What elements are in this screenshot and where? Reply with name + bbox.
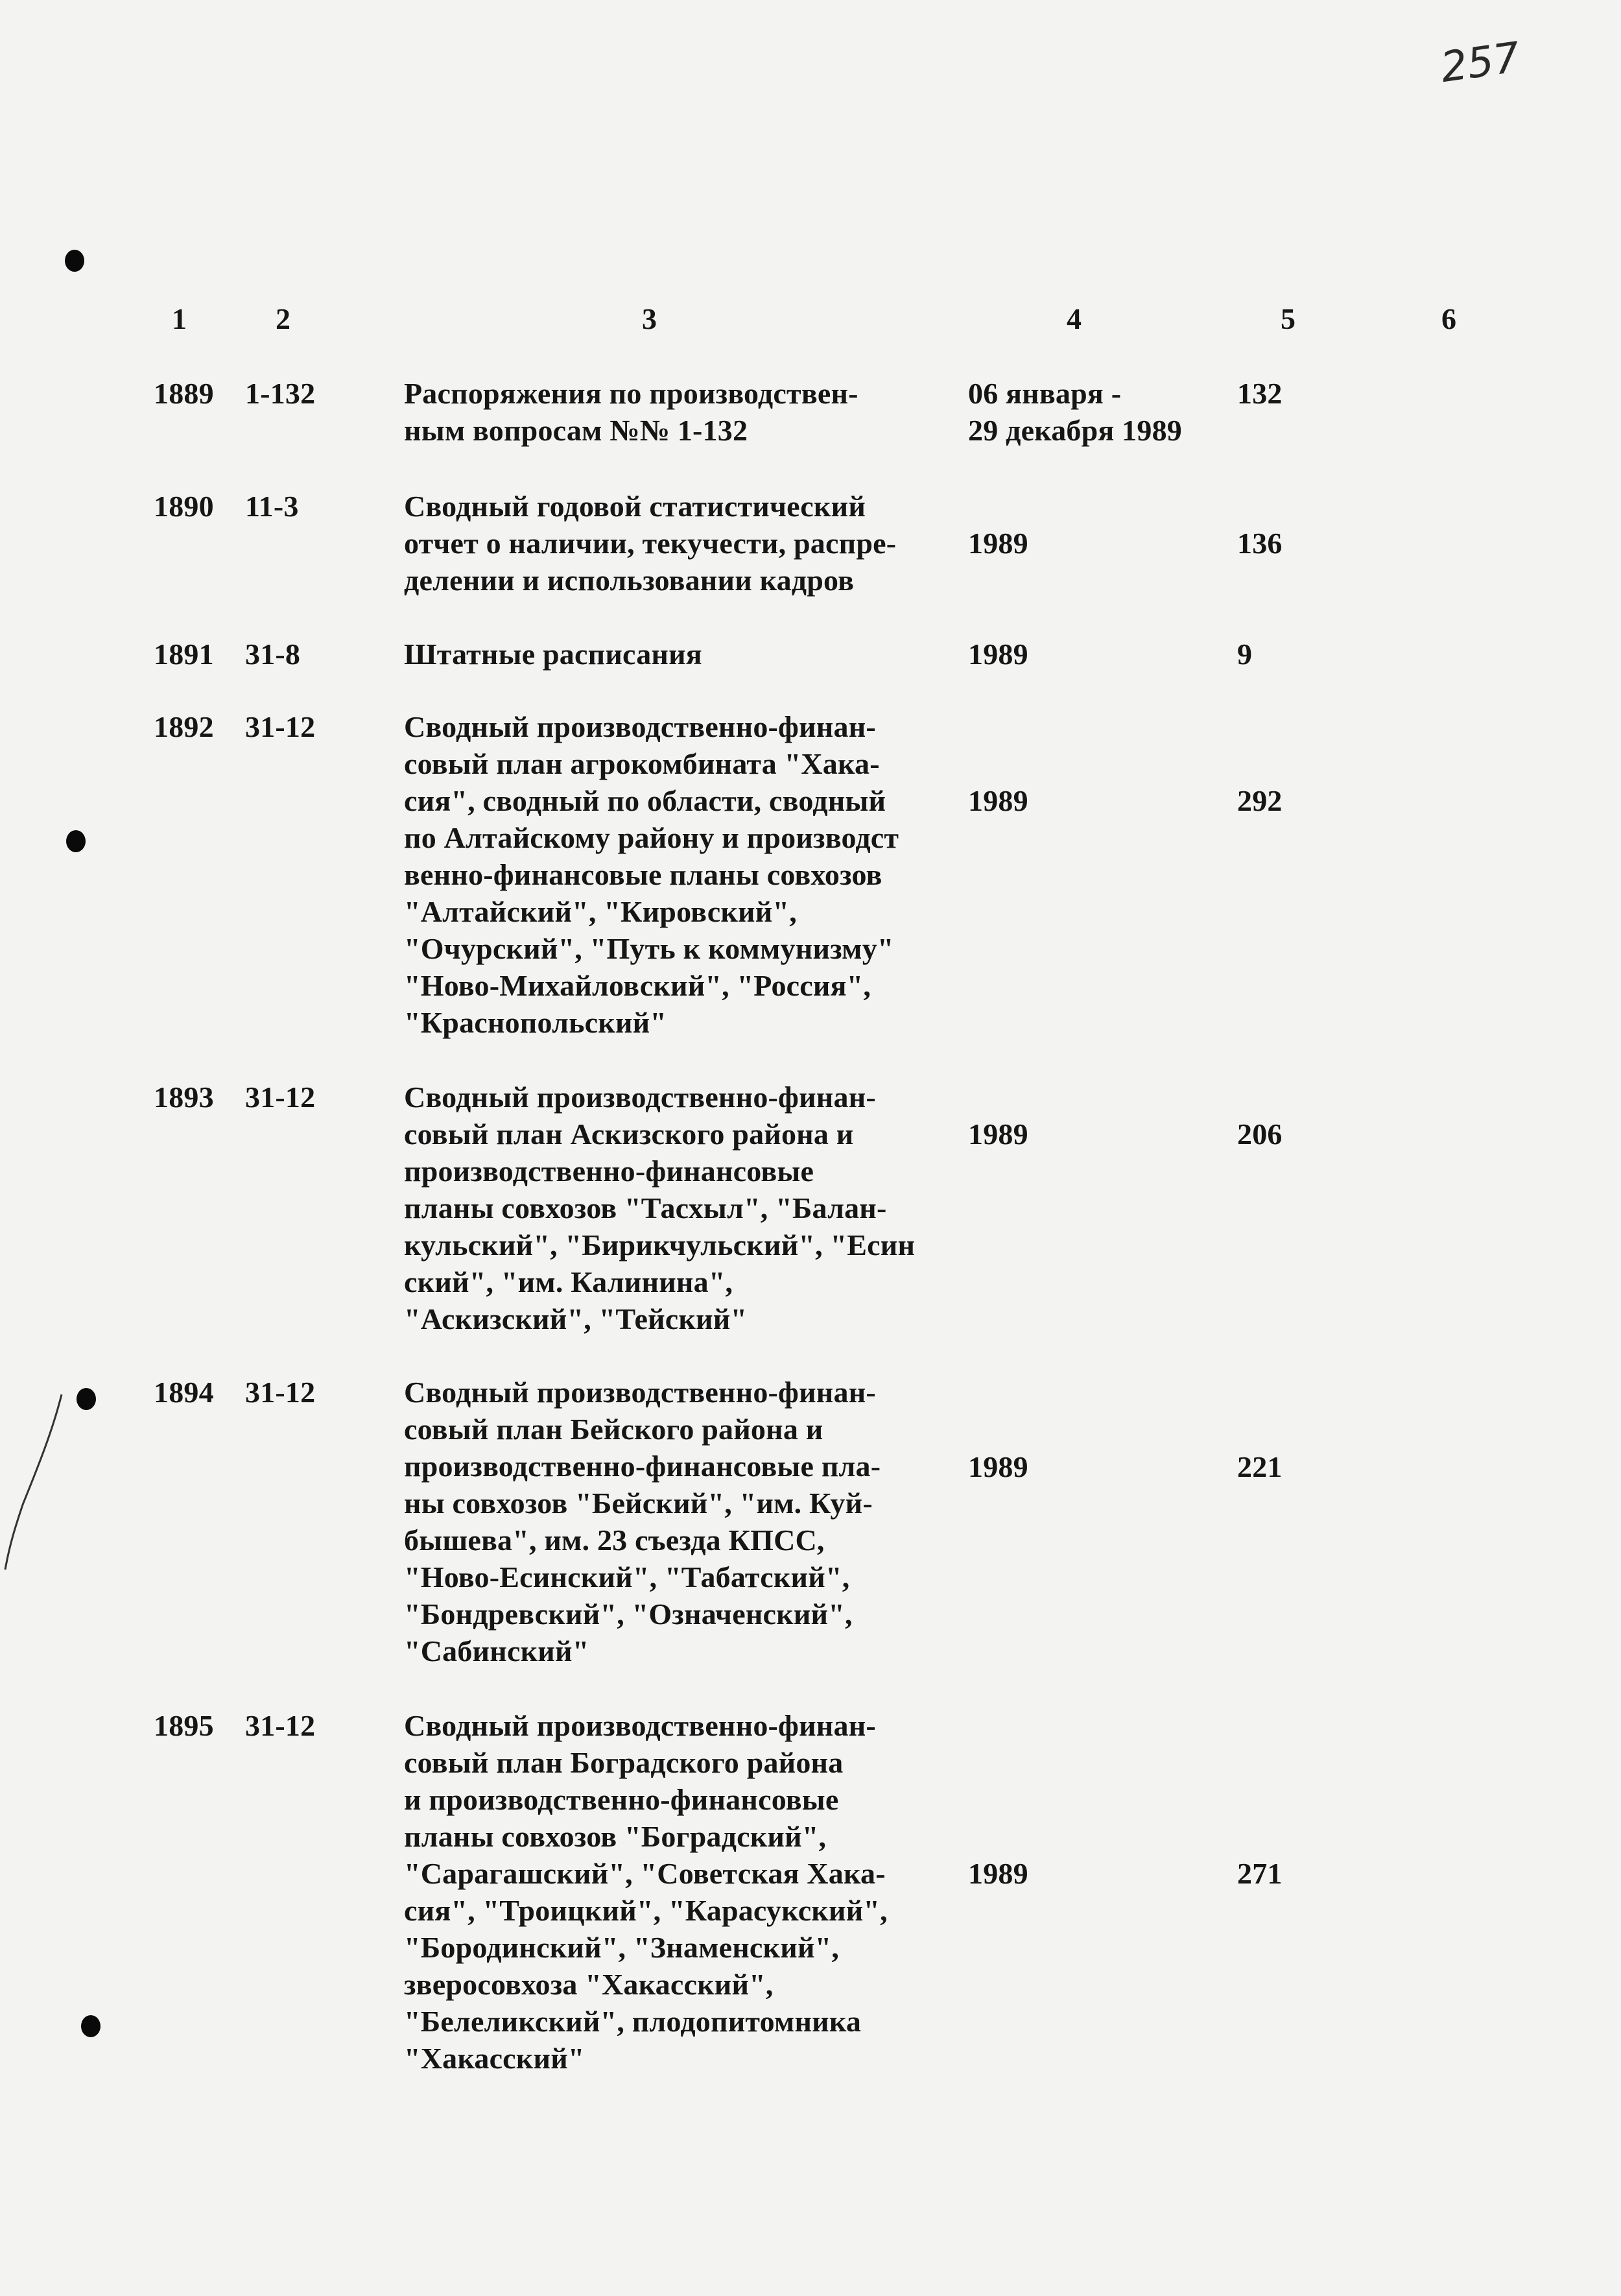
row-sheet-count: 221 bbox=[1237, 1450, 1283, 1483]
row-number: 1890 bbox=[154, 490, 214, 523]
column-header-2: 2 bbox=[276, 302, 290, 335]
row-index: 11-3 bbox=[245, 490, 299, 523]
row-index: 31-12 bbox=[245, 1376, 316, 1409]
row-title: Сводный производственно-финан- совый план Аскизского района и производственно-финансовые планы совхозов "Тасхыл", "Балан- кульский", "Бирикчульский", "Есин ский", "им. Калинина", "Аскизский", "Тейский" bbox=[404, 1081, 916, 1335]
row-index: 31-8 bbox=[245, 638, 301, 671]
handwritten-page-number: 257 bbox=[1438, 33, 1523, 93]
row-sheet-count: 9 bbox=[1237, 638, 1253, 671]
row-sheet-count: 292 bbox=[1237, 784, 1283, 817]
row-title: Сводный производственно-финан- совый план Боградского района и производственно-финансовые планы совхозов "Боградский", "Сарагашский", "Советская Хака- сия", "Троицкий", "Карасукский", "Бородинский", "Знаменский", зверосовхоза "Хакасский", "Белеликский", плодопитомника "Хакасский" bbox=[404, 1709, 888, 2075]
row-index: 31-12 bbox=[245, 1081, 316, 1114]
row-dates: 1989 bbox=[968, 784, 1028, 817]
row-title: Сводный годовой статистический отчет о наличии, текучести, распре- делении и использовании кадров bbox=[404, 490, 897, 597]
row-dates: 1989 bbox=[968, 638, 1028, 671]
row-dates: 1989 bbox=[968, 1450, 1028, 1483]
row-index: 31-12 bbox=[245, 1709, 316, 1742]
punch-hole bbox=[81, 2015, 101, 2037]
row-dates: 1989 bbox=[968, 1118, 1028, 1151]
row-sheet-count: 136 bbox=[1237, 527, 1283, 560]
row-number: 1895 bbox=[154, 1709, 214, 1742]
row-dates: 1989 bbox=[968, 527, 1028, 560]
column-header-4: 4 bbox=[1067, 302, 1082, 335]
column-header-3: 3 bbox=[642, 302, 657, 335]
row-number: 1893 bbox=[154, 1081, 214, 1114]
punch-hole bbox=[77, 1388, 96, 1410]
row-dates: 1989 bbox=[968, 1857, 1028, 1890]
row-sheet-count: 132 bbox=[1237, 377, 1283, 410]
row-title: Распоряжения по производствен- ным вопросам №№ 1-132 bbox=[404, 377, 858, 447]
column-header-6: 6 bbox=[1441, 302, 1456, 335]
row-index: 31-12 bbox=[245, 710, 316, 743]
margin-pencil-mark bbox=[0, 1375, 78, 1570]
row-sheet-count: 206 bbox=[1237, 1118, 1283, 1151]
column-header-5: 5 bbox=[1281, 302, 1296, 335]
row-dates: 06 января - 29 декабря 1989 bbox=[968, 377, 1182, 447]
row-index: 1-132 bbox=[245, 377, 316, 410]
row-title: Сводный производственно-финан- совый план Бейского района и производственно-финансовые пла- ны совхозов "Бейский", "им. Куй- бышева", им. 23 съезда КПСС, "Ново-Есинский", "Табатский", "Бондревский", "Означенский", "Сабинский" bbox=[404, 1376, 881, 1668]
row-sheet-count: 271 bbox=[1237, 1857, 1283, 1890]
row-number: 1889 bbox=[154, 377, 214, 410]
punch-hole bbox=[65, 250, 84, 272]
row-number: 1891 bbox=[154, 638, 214, 671]
row-number: 1892 bbox=[154, 710, 214, 743]
row-title: Штатные расписания bbox=[404, 638, 702, 671]
column-header-1: 1 bbox=[172, 302, 187, 335]
row-title: Сводный производственно-финан- совый план агрокомбината "Хака- сия", сводный по области, сводный по Алтайскому району и производст венно-финансовые планы совхозов "Алтайский", "Кировский", "Очурский", "Путь к коммунизму" "Ново-Михайловский", "Россия", "Краснопольский" bbox=[404, 710, 899, 1039]
punch-hole bbox=[66, 830, 86, 852]
row-number: 1894 bbox=[154, 1376, 214, 1409]
